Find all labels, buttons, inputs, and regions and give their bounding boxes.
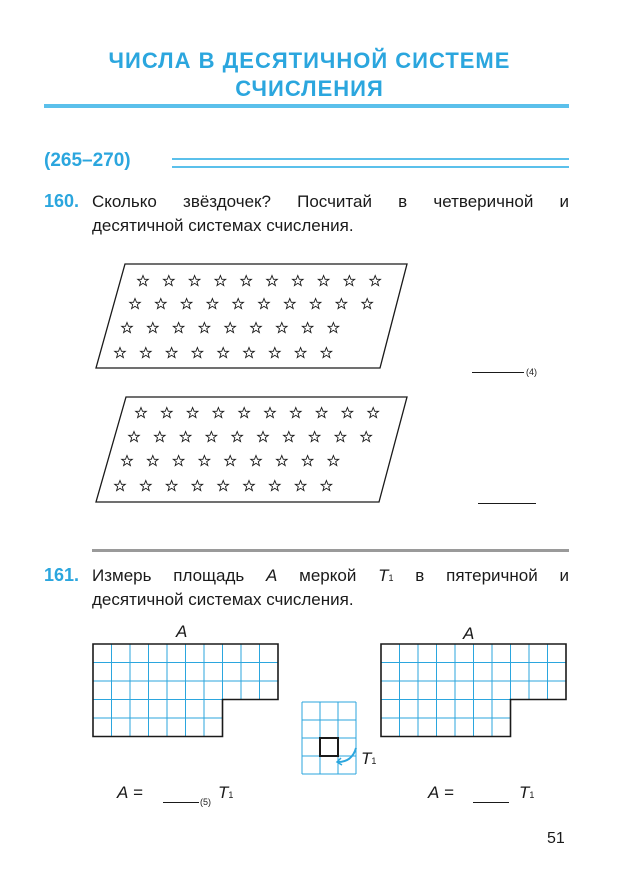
measure-pointer-arrow <box>338 748 356 762</box>
formula-left-base: (5) <box>200 797 211 807</box>
formula-right-unit: T1 <box>519 783 535 802</box>
grid-cell <box>455 681 474 700</box>
grid-cell <box>381 718 400 737</box>
grid-cell <box>186 718 205 737</box>
grid-cell <box>93 681 112 700</box>
grid-cell <box>112 663 131 682</box>
figure-left-label: A <box>176 622 188 641</box>
measure-label: T1 <box>361 749 377 768</box>
grid-cell <box>474 718 493 737</box>
grid-figure-right <box>381 644 566 737</box>
grid-cell <box>418 718 437 737</box>
grid-cell <box>167 718 186 737</box>
grid-cell <box>93 663 112 682</box>
measure-unit-square <box>320 738 338 756</box>
grid-cell <box>167 644 186 663</box>
grid-cell <box>381 700 400 719</box>
section-range: (265–270) <box>44 150 131 171</box>
grid-cell <box>492 700 511 719</box>
grid-cell <box>149 644 168 663</box>
grid-cell <box>548 681 567 700</box>
formula-left: A = <box>117 783 144 802</box>
answer-line-area-base5[interactable] <box>163 802 199 803</box>
formula-right: A = <box>428 783 455 802</box>
grid-cell <box>418 644 437 663</box>
grid-cell <box>418 681 437 700</box>
grid-cell <box>381 644 400 663</box>
grid-cell <box>400 700 419 719</box>
grid-cell <box>474 681 493 700</box>
grid-cell <box>204 700 223 719</box>
answer-line-area-base10[interactable] <box>473 802 509 803</box>
grid-cell <box>437 663 456 682</box>
grid-cell <box>112 681 131 700</box>
grid-cell <box>241 681 260 700</box>
grid-cell <box>474 663 493 682</box>
grid-cell <box>492 644 511 663</box>
grid-figure-left <box>93 644 278 737</box>
figure-right-label: A <box>463 624 475 643</box>
grid-cell <box>400 718 419 737</box>
grid-cell <box>93 644 112 663</box>
grid-cell <box>437 644 456 663</box>
grid-cell <box>455 644 474 663</box>
grid-cell <box>93 718 112 737</box>
task-160-text-line2: десятичной системах счисления. <box>92 216 354 235</box>
grid-cell <box>130 681 149 700</box>
grid-cell <box>204 644 223 663</box>
grid-cell <box>418 700 437 719</box>
grid-cell <box>130 718 149 737</box>
formula-left-unit: T1 <box>218 783 234 802</box>
grid-cell <box>112 718 131 737</box>
page-title-line2: СЧИСЛЕНИЯ <box>235 76 384 101</box>
grid-cell <box>204 681 223 700</box>
grid-cell <box>167 700 186 719</box>
grid-cell <box>548 663 567 682</box>
grid-cell <box>186 663 205 682</box>
grid-cell <box>455 700 474 719</box>
grid-cell <box>93 700 112 719</box>
grid-cell <box>130 700 149 719</box>
grid-cell <box>260 663 279 682</box>
answer-base-label: (4) <box>526 367 537 377</box>
grid-cell <box>381 663 400 682</box>
grid-cell <box>437 681 456 700</box>
page-title-line1: ЧИСЛА В ДЕСЯТИЧНОЙ СИСТЕМЕ <box>108 48 511 73</box>
grid-cell <box>437 718 456 737</box>
grid-cell <box>149 718 168 737</box>
grid-cell <box>223 663 242 682</box>
grid-cell <box>149 663 168 682</box>
grid-cell <box>455 718 474 737</box>
grid-cell <box>511 644 530 663</box>
grid-cell <box>130 644 149 663</box>
task-160-text-line1: Сколько звёздочек? Посчитай в четверичной и <box>92 192 569 211</box>
grid-cell <box>400 681 419 700</box>
grid-cell <box>260 681 279 700</box>
grid-cell <box>167 663 186 682</box>
grid-cell <box>204 718 223 737</box>
grid-cell <box>381 681 400 700</box>
grid-cell <box>400 644 419 663</box>
grid-cell <box>492 718 511 737</box>
grid-cell <box>149 700 168 719</box>
grid-cell <box>112 644 131 663</box>
grid-cell <box>529 663 548 682</box>
grid-cell <box>511 681 530 700</box>
grid-cell <box>167 681 186 700</box>
grid-cell <box>241 663 260 682</box>
grid-cell <box>418 663 437 682</box>
grid-cell <box>455 663 474 682</box>
grid-cell <box>186 644 205 663</box>
grid-cell <box>492 663 511 682</box>
grid-cell <box>223 644 242 663</box>
grid-cell <box>400 663 419 682</box>
grid-cell <box>186 681 205 700</box>
task-161-text-line1: Измерь площадь A меркой T1 в пятеричной и <box>92 566 570 585</box>
grid-cell <box>186 700 205 719</box>
task-161-text-line2: десятичной системах счисления. <box>92 590 354 609</box>
grid-cell <box>437 700 456 719</box>
grid-cell <box>529 681 548 700</box>
grid-cell <box>548 644 567 663</box>
grid-cell <box>149 681 168 700</box>
grid-cell <box>223 681 242 700</box>
grid-cell <box>130 663 149 682</box>
grid-cell <box>492 681 511 700</box>
grid-cell <box>511 663 530 682</box>
grid-cell <box>474 644 493 663</box>
grid-cell <box>241 644 260 663</box>
grid-cell <box>260 644 279 663</box>
task-161-number: 161. <box>44 565 80 585</box>
grid-cell <box>204 663 223 682</box>
grid-cell <box>529 644 548 663</box>
grid-cell <box>474 700 493 719</box>
page-number: 51 <box>547 830 565 847</box>
task-160-number: 160. <box>44 191 80 211</box>
grid-cell <box>112 700 131 719</box>
